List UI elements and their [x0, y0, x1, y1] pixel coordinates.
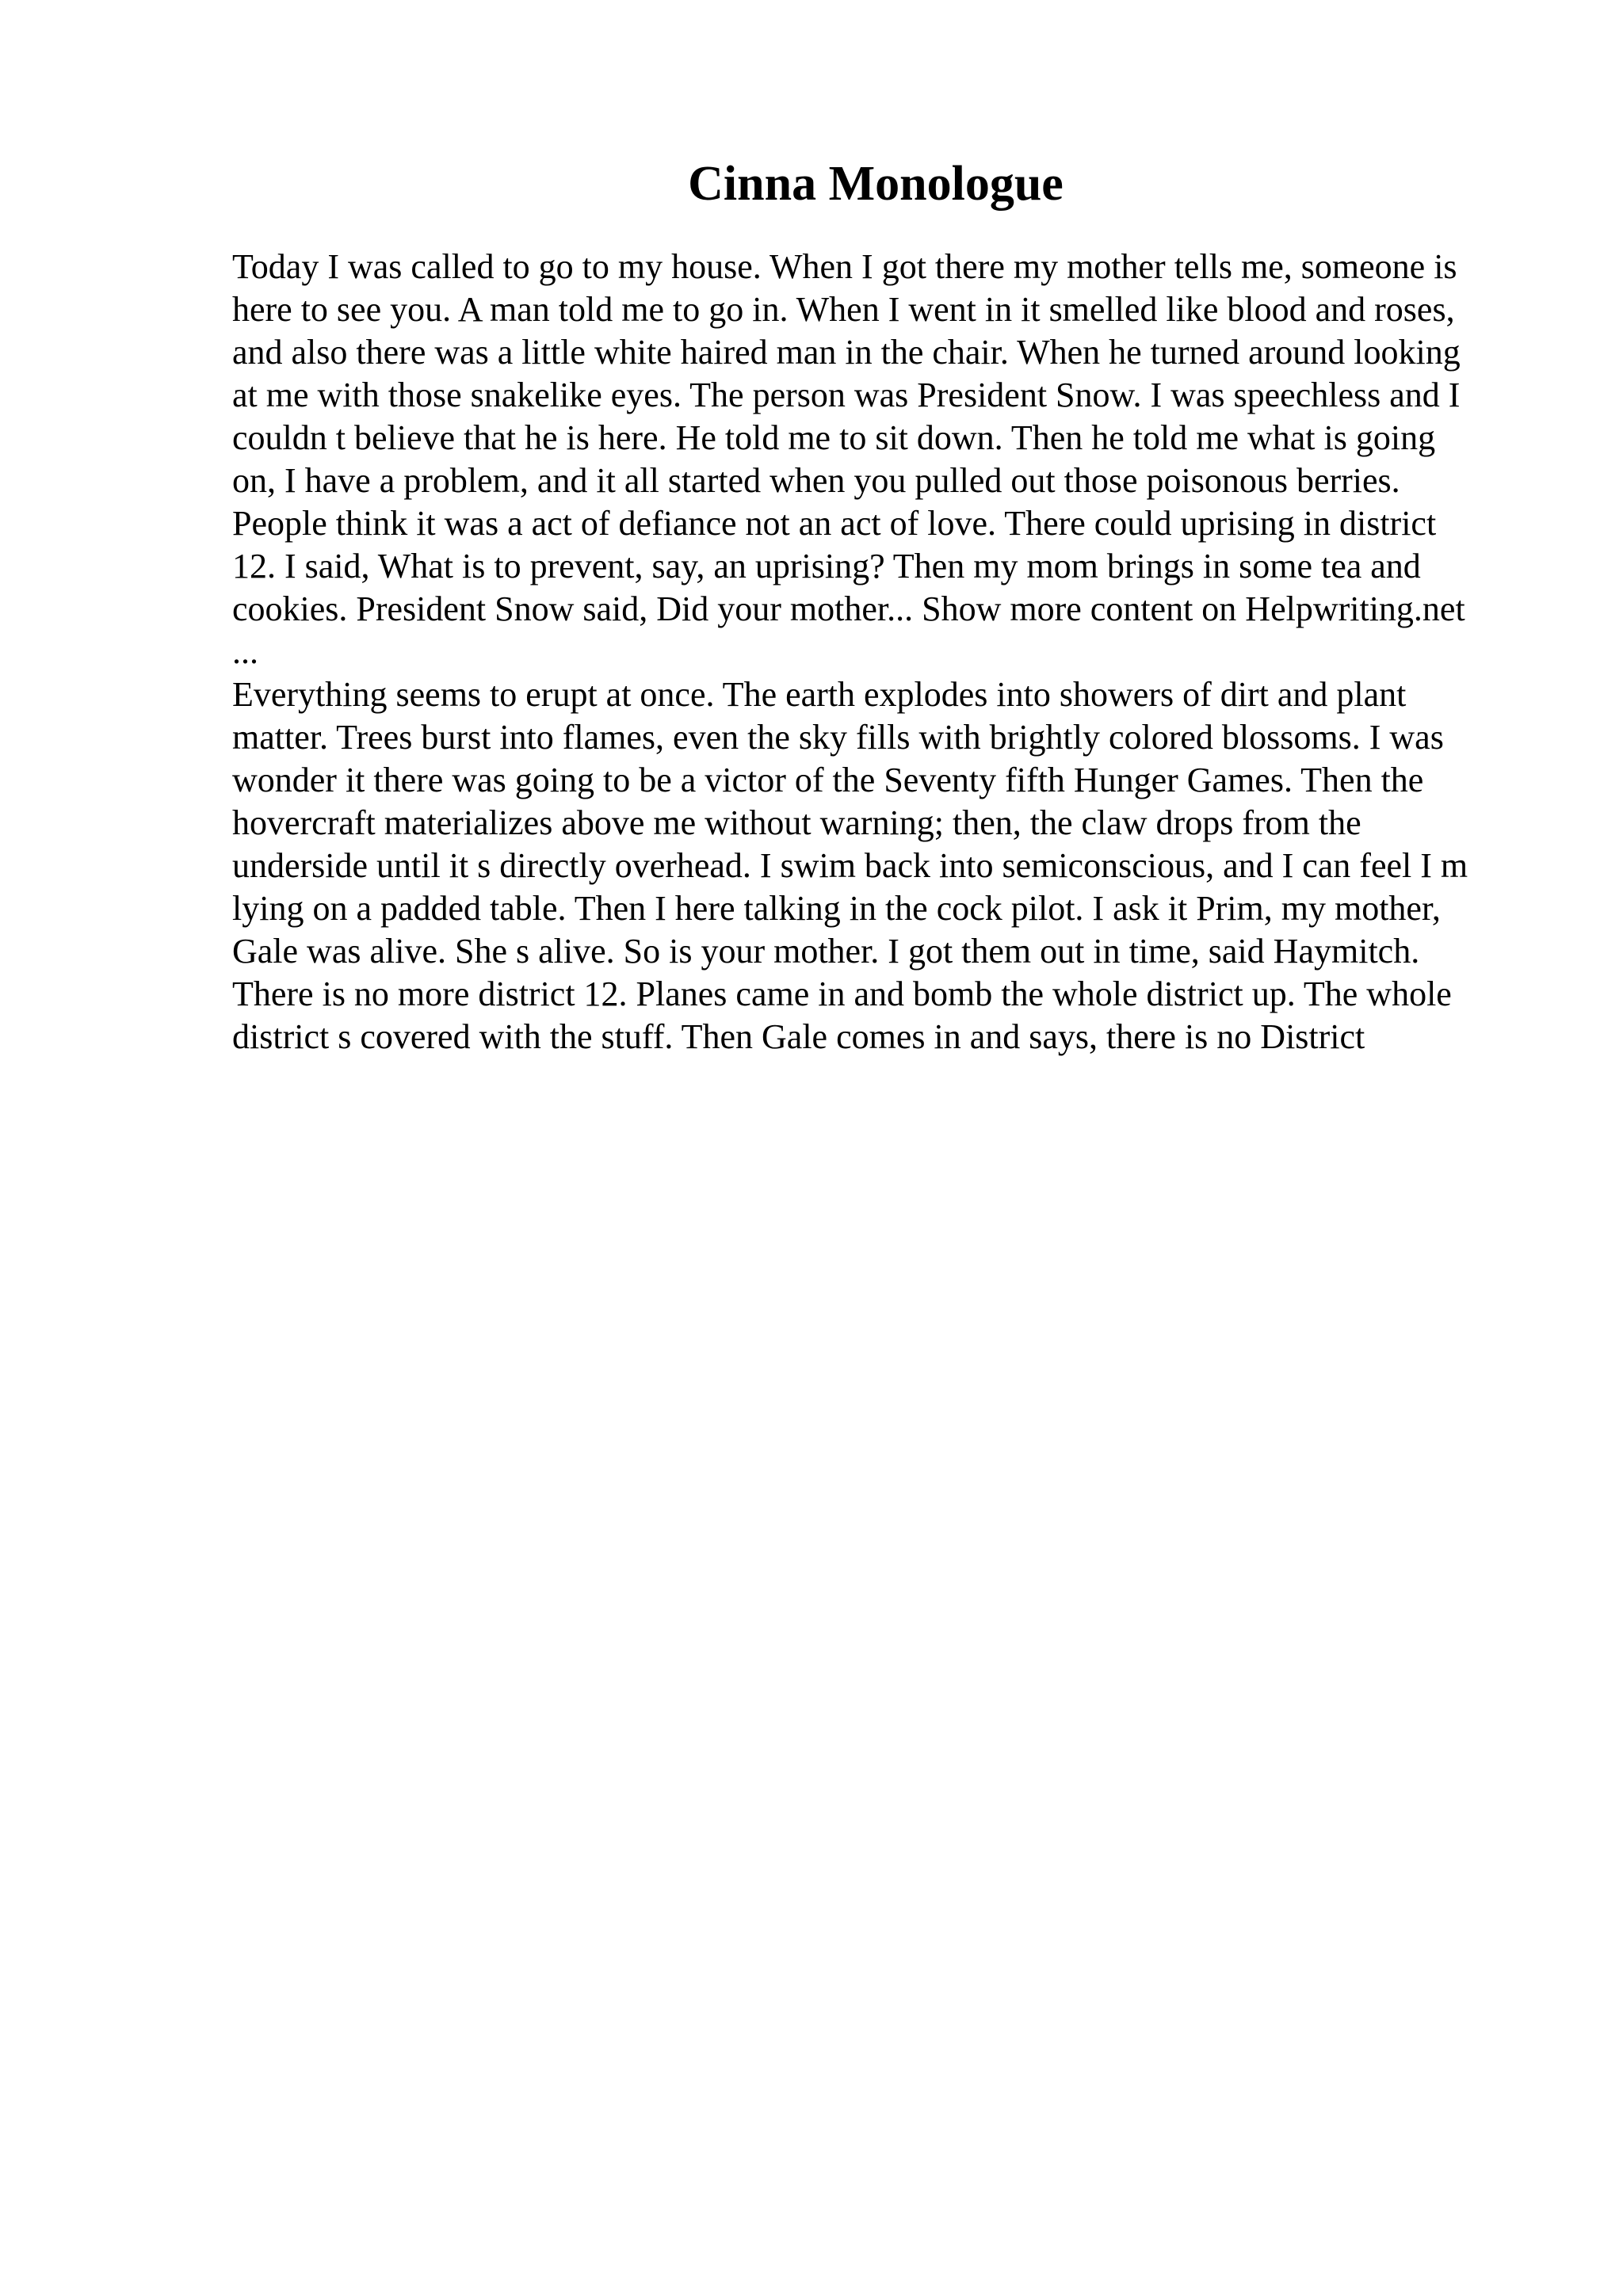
- paragraph-2: Everything seems to erupt at once. The earth explodes into showers of dirt and plant matter. Trees burst into flames, even the sky fills with brightly colored blossoms. I was wonder it there was going to be a victor of the Seventy fifth Hunger Games. Then the hovercraft materializes above me without warning; then, the claw drops from the underside until it s directly overhead. I swim back into semiconscious, and I can feel I m lying on a padded table. Then I here talking in the cock pilot. I ask it Prim, my mother, Gale was alive. She s alive. So is your mother. I got them out in time, said Haymitch. There is no more district 12. Planes came in and bomb the whole district up. The whole district s covered with the stuff. Then Gale comes in and says, there is no District: [232, 675, 1468, 1056]
- document-title: Cinna Monologue: [688, 157, 1064, 211]
- document-body: [232, 246, 1484, 1058]
- paragraph-1: Today I was called to go to my house. When I got there my mother tells me, someone is here to see you. A man told me to go in. When I went in it smelled like blood and roses, and also there was a little white haired man in the chair. When he turned around looking at me with those snakelike eyes. The person was President Snow. I was speechless and I couldn t believe that he is here. He told me to sit down. Then he told me what is going on, I have a problem, and it all started when you pulled out those poisonous berries. People think it was a act of defiance not an act of love. There could uprising in district 12. I said, What is to prevent, say, an uprising? Then my mom brings in some tea and cookies. President Snow said, Did your mother... Show more content on Helpwriting.net ...: [232, 247, 1465, 671]
